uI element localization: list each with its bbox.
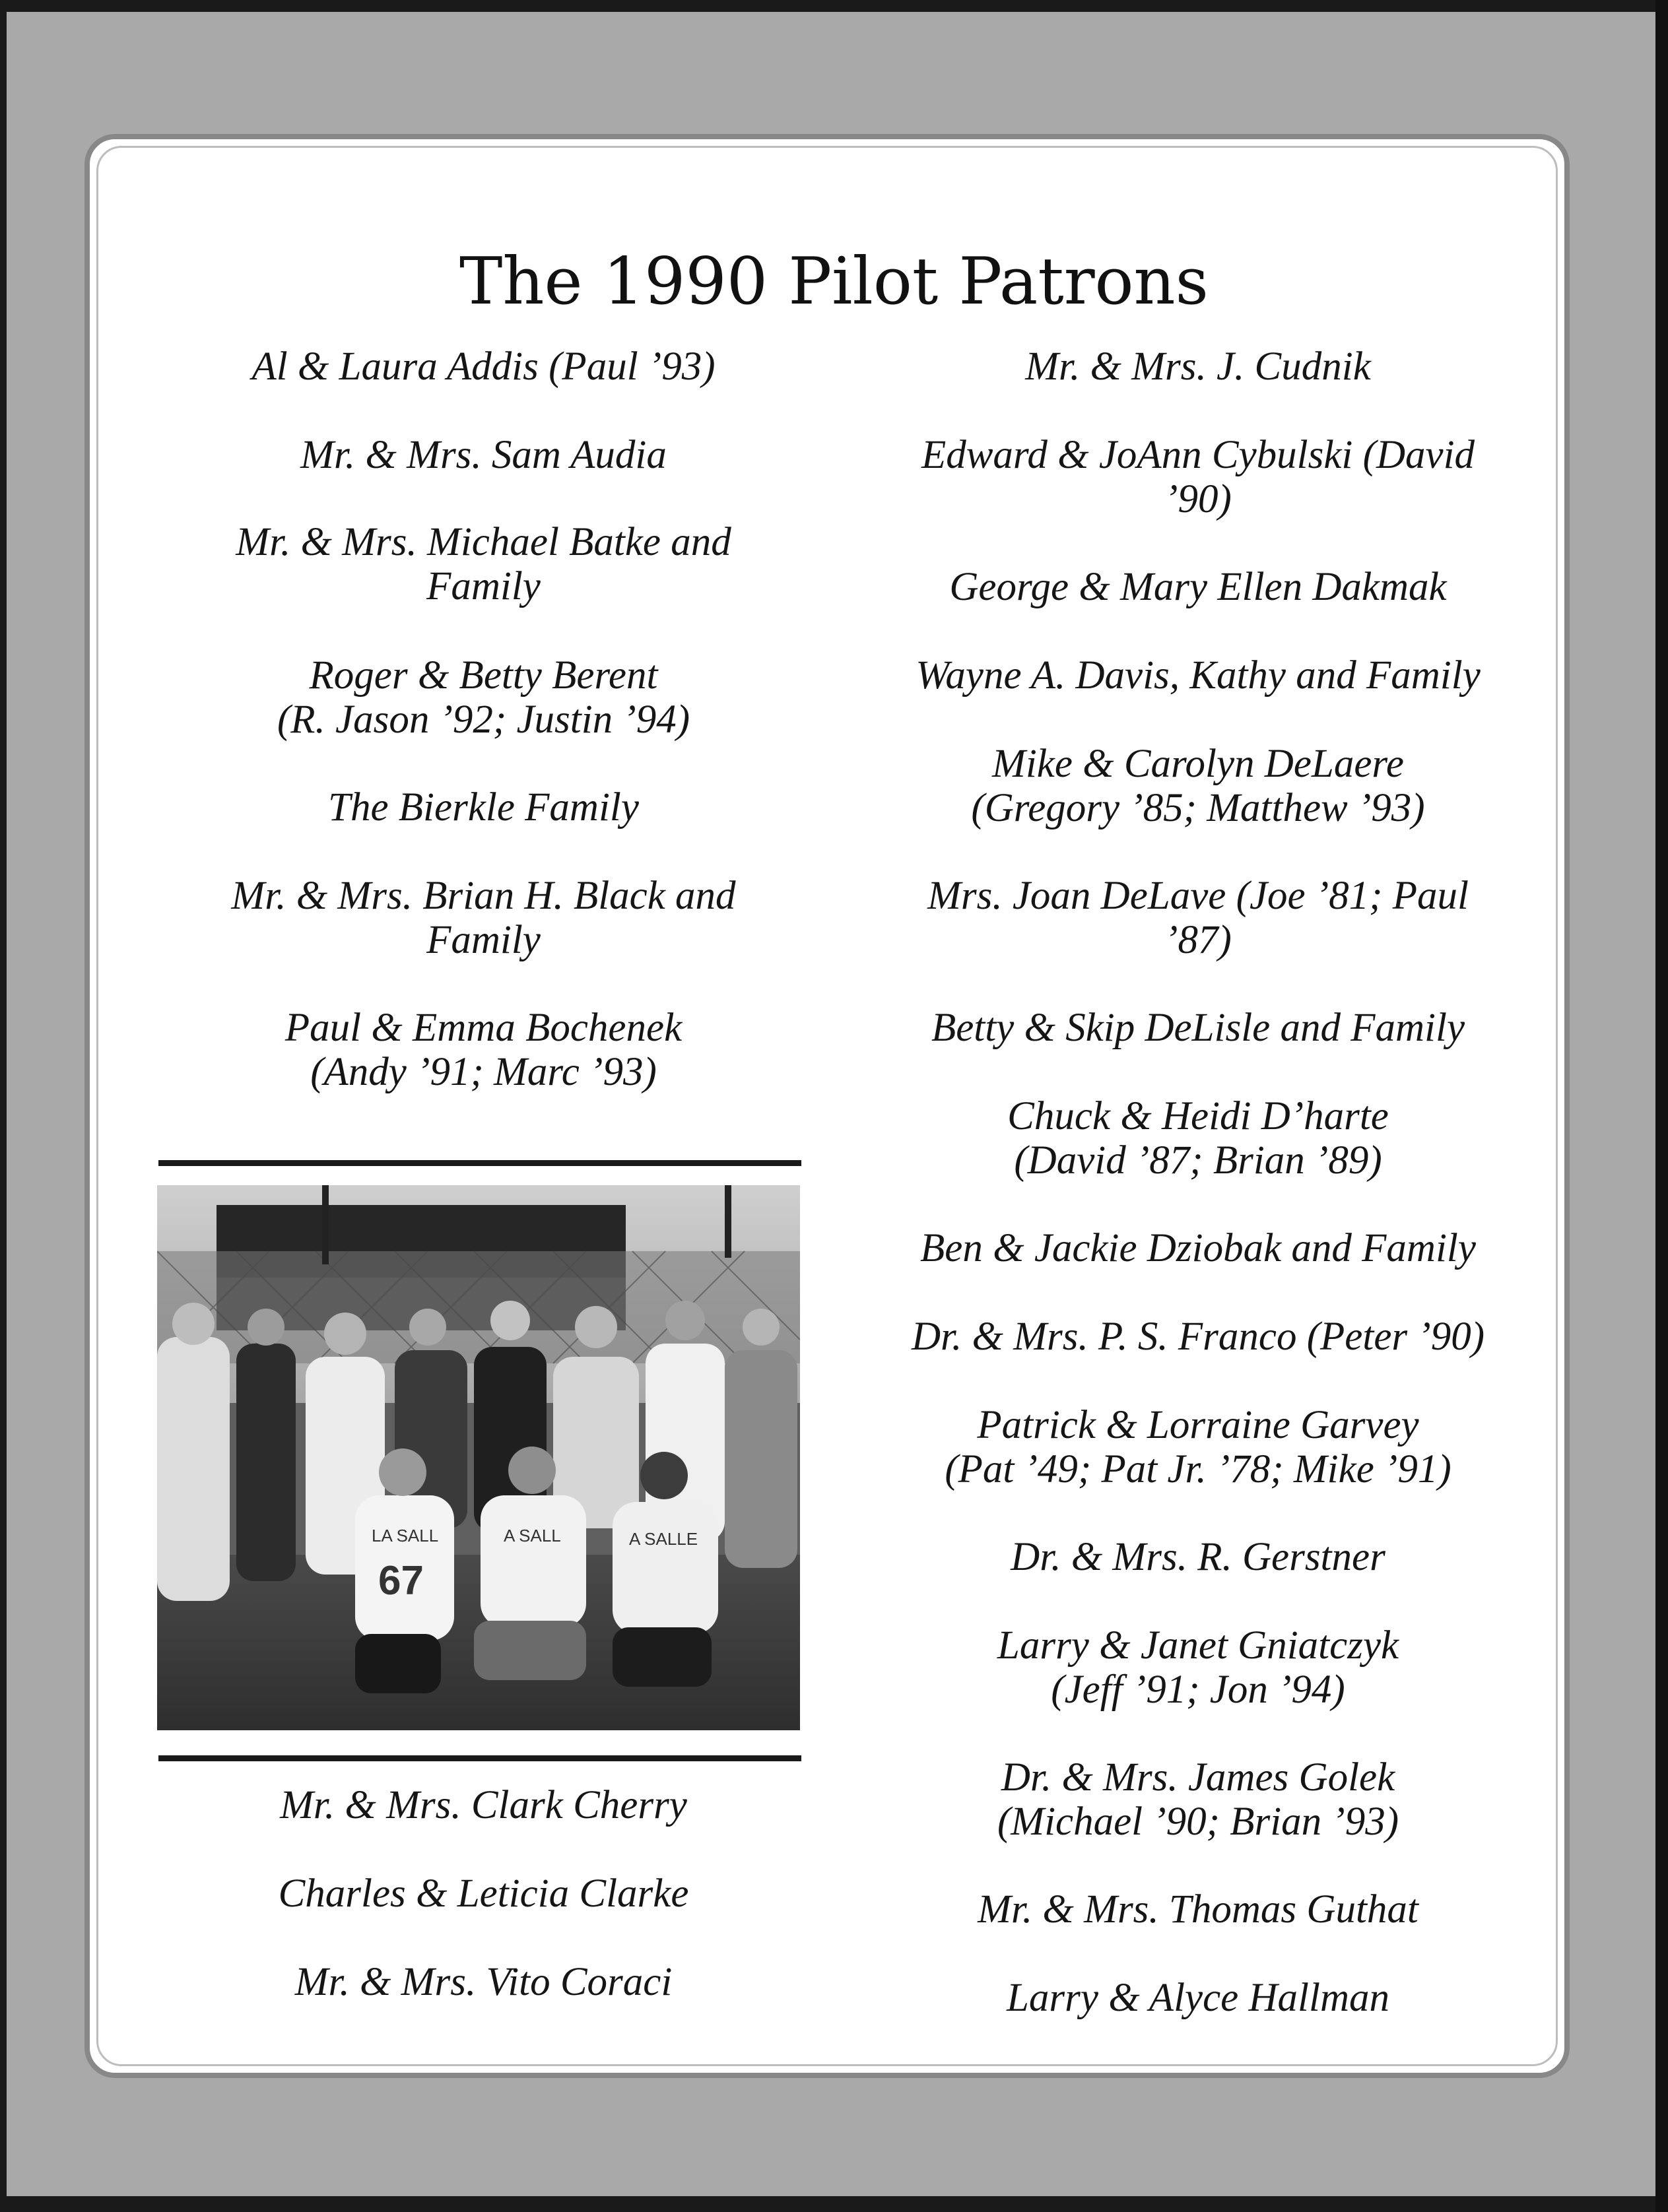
fence-post [725,1185,731,1258]
patron-children: (Pat ’49; Pat Jr. ’78; Mike ’91) [945,1447,1451,1491]
patron-name: Roger & Betty Berent [309,653,658,698]
patron-entry [175,344,792,389]
patron-name: Mr. & Mrs. J. Cudnik [1025,344,1371,389]
scan-edge [1655,0,1668,2212]
patron-name: Dr. & Mrs. P. S. Franco (Peter ’90) [911,1315,1485,1359]
patron-entry [865,1623,1531,1712]
patron-name: Mr. & Mrs. Vito Coraci [294,1960,673,2004]
light-pole [322,1185,329,1264]
patron-children: (Gregory ’85; Matthew ’93) [971,786,1425,830]
patron-name: Mike & Carolyn DeLaere [992,742,1404,786]
patron-name: Mr. & Mrs. Michael Batke and [236,520,731,564]
patron-entry [865,1976,1531,2020]
photo-bottom-rule [158,1755,801,1761]
patron-children: (Michael ’90; Brian ’93) [997,1800,1399,1844]
patron-name: Larry & Janet Gniatczyk [997,1623,1399,1668]
jersey-lettering: A SALLE [629,1529,698,1549]
jersey-lettering: A SALL [504,1526,561,1545]
patron-entry [865,1006,1531,1050]
patron-name: Edward & JoAnn Cybulski (David [921,433,1475,477]
patron-name: Dr. & Mrs. R. Gerstner [1011,1535,1385,1579]
group-photo-illustration [157,1185,800,1730]
patron-name: George & Mary Ellen Dakmak [949,565,1447,609]
patron-name: Mr. & Mrs. Brian H. Black and [231,874,736,918]
jersey-number: 67 [378,1558,424,1604]
page-title: The 1990 Pilot Patrons [459,244,1209,319]
patron-entry [865,1403,1531,1491]
patron-entry [865,1226,1531,1270]
patron-entry [175,1783,792,1827]
patron-name: Charles & Leticia Clarke [278,1871,689,1916]
patron-children: (David ’87; Brian ’89) [1014,1138,1382,1183]
patron-entry [865,1315,1531,1359]
photo-top-rule [158,1160,801,1166]
patron-name-continued: Family [426,564,541,608]
patron-name: Betty & Skip DeLisle and Family [931,1006,1465,1050]
patron-entry [175,653,792,742]
patron-name-continued: Family [426,918,541,962]
patron-name: Chuck & Heidi D’harte [1007,1094,1389,1138]
patron-entry [865,1755,1531,1844]
patron-name: Larry & Alyce Hallman [1006,1976,1389,2020]
patron-name: Ben & Jackie Dziobak and Family [920,1226,1476,1270]
patron-entry [865,874,1531,962]
patron-entry [865,565,1531,609]
patron-entry [865,1094,1531,1183]
patron-name: Wayne A. Davis, Kathy and Family [916,653,1481,698]
patron-name: Mrs. Joan DeLave (Joe ’81; Paul [927,874,1469,918]
jersey-lettering: LA SALL [372,1526,439,1545]
patron-name: Mr. & Mrs. Clark Cherry [280,1783,687,1827]
patron-entry [865,742,1531,830]
patron-entry [175,1960,792,2004]
patron-entry [175,1006,792,1094]
patron-entry [865,1887,1531,1932]
patron-entry [865,653,1531,698]
patron-children: (Andy ’91; Marc ’93) [310,1050,657,1094]
patron-name: Patrick & Lorraine Garvey [977,1403,1419,1447]
patron-entry [175,433,792,477]
patron-name: Dr. & Mrs. James Golek [1001,1755,1395,1800]
patron-entry [865,344,1531,389]
group-photo [157,1185,800,1730]
patron-entry [865,433,1531,521]
patron-children: ’90) [1164,477,1232,521]
patron-entry [175,520,792,608]
patron-name: Mr. & Mrs. Thomas Guthat [978,1887,1418,1932]
patron-children: ’87) [1164,918,1232,962]
patron-entry [175,785,792,830]
patron-name: Paul & Emma Bochenek [284,1006,683,1050]
patron-name: Mr. & Mrs. Sam Audia [300,433,667,477]
patron-children: (Jeff ’91; Jon ’94) [1051,1668,1345,1712]
patron-entry [175,874,792,962]
patron-children: (R. Jason ’92; Justin ’94) [277,698,690,742]
patron-name: Al & Laura Addis (Paul ’93) [251,344,716,389]
patron-entry [175,1871,792,1916]
patron-name: The Bierkle Family [328,785,639,830]
patron-entry [865,1535,1531,1579]
